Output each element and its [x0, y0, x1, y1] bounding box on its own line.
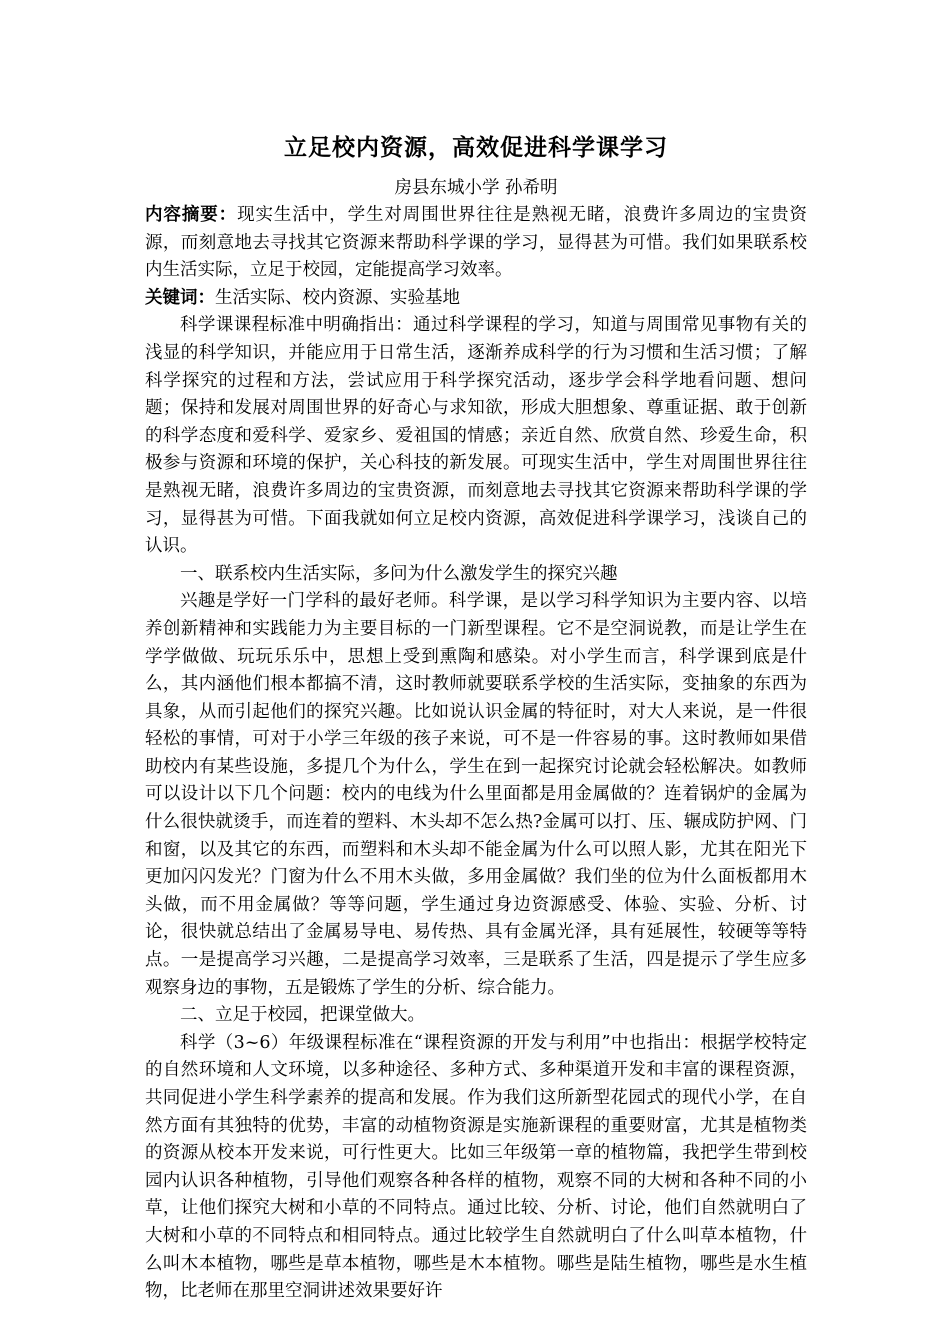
section-heading: 一、联系校内生活实际，多问为什么激发学生的探究兴趣 [180, 563, 618, 584]
section-heading: 二、立足于校园，把课堂做大。 [180, 1005, 425, 1026]
body-paragraph: 科学（3~6）年级课程标准在“课程资源的开发与利用”中也指出：根据学校特定的自然环境和人文环境，以多种途径、多种方式、多种渠道开发和丰富的课程资源，共同促进小学生科学素养的提高和发展。作为我们这所新型花园式的现代小学，在自然方面有其独特的优势，丰富的动植物资源是实施新课程的重要财富，尤其是植物类的资源从校本开发来说，可行性更大。比如三年级第一章的植物篇，我把学生带到校园内认识各种植物，引导他们观察各种各样的植物，观察不同的大树和各种不同的小草，让他们探究大树和小草的不同特点。通过比较、分析、讨论，他们自然就明白了大树和小草的不同特点和相同特点。通过比较学生自然就明白了什么叫草本植物，什么叫木本植物，哪些是草本植物，哪些是木本植物。哪些是陆生植物，哪些是水生植物，比老师在那里空洞讲述效果要好许 [145, 1032, 807, 1302]
body-paragraph: 科学课课程标准中明确指出：通过科学课程的学习，知道与周围常见事物有关的浅显的科学知识，并能应用于日常生活，逐渐养成科学的行为习惯和生活习惯；了解科学探究的过程和方法，尝试应用于科学探究活动，逐步学会科学地看问题、想问题；保持和发展对周围世界的好奇心与求知欲，形成大胆想象、尊重证据、敢于创新的科学态度和爱科学、爱家乡、爱祖国的情感；亲近自然、欣赏自然、珍爱生命，积极参与资源和环境的保护，关心科技的新发展。可现实生活中，学生对周围世界往往是熟视无睹，浪费许多周边的宝贵资源，而刻意地去寻找其它资源来帮助科学课的学习，显得甚为可惜。下面我就如何立足校内资源，高效促进科学课学习，浅谈自己的认识。 [145, 315, 807, 557]
document-author: 房县东城小学 孙希明 [394, 178, 558, 198]
keywords-label: 关键词： [145, 287, 215, 308]
body-paragraph: 兴趣是学好一门学科的最好老师。科学课，是以学习科学知识为主要内容、以培养创新精神和实践能力为主要目标的一门新型课程。它不是空洞说教，而是让学生在学学做做、玩玩乐乐中，思想上受到熏陶和感染。对小学生而言，科学课到底是什么，其内涵他们根本都搞不清，这时教师就要联系学校的生活实际，变抽象的东西为具象，从而引起他们的探究兴趣。比如说认识金属的特征时，对大人来说，是一件很轻松的事情，可对于小学三年级的孩子来说，可不是一件容易的事。这时教师如果借助校内有某些设施，多提几个为什么，学生在到一起探究讨论就会轻松解决。如教师可以设计以下几个问题：校内的电线为什么里面都是用金属做的？连着锅炉的金属为什么很快就烫手，而连着的塑料、木头却不怎么热?金属可以打、压、辗成防护网、门和窗，以及其它的东西，而塑料和木头却不能金属为什么可以照人影，尤其在阳光下更加闪闪发光？门窗为什么不用木头做，多用金属做？我们坐的位为什么面板都用木头做，而不用金属做？等等问题，学生通过身边资源感受、体验、实验、分析、讨论，很快就总结出了金属易导电、易传热、具有金属光泽，具有延展性，较硬等等特点。一是提高学习兴趣，二是提高学习效率，三是联系了生活，四是提示了学生应多观察身边的事物，五是锻炼了学生的分析、综合能力。 [145, 591, 807, 998]
document-page [145, 128, 807, 1306]
keywords-text: 生活实际、校内资源、实验基地 [215, 287, 460, 308]
abstract-label: 内容摘要： [145, 205, 238, 225]
abstract-text: 现实生活中，学生对周围世界往往是熟视无睹，浪费许多周边的宝贵资源，而刻意地去寻找其它资源来帮助科学课的学习，显得甚为可惜。我们如果联系校内生活实际，立足于校园，定能提高学习效率。 [145, 205, 808, 281]
abstract [145, 202, 807, 285]
keywords [145, 285, 807, 313]
document-title: 立足校内资源，高效促进科学课学习 [284, 135, 668, 161]
